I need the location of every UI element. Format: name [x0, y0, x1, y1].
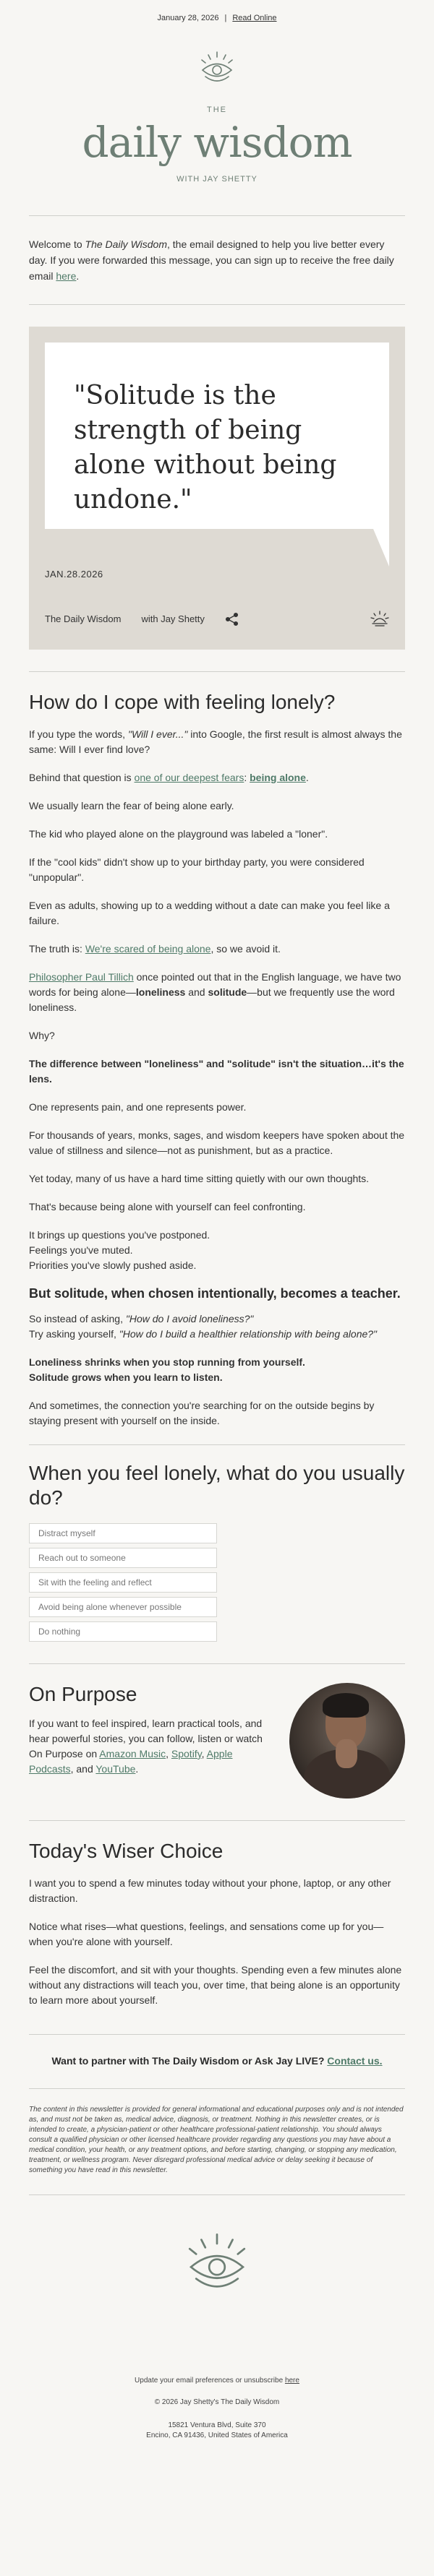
poll-option[interactable]: Do nothing: [29, 1621, 217, 1642]
text-line: Loneliness shrinks when you stop running from yourself.: [29, 1356, 305, 1368]
article-title: How do I cope with feeling lonely?: [29, 690, 336, 713]
text-part: into Google, the first result is almost always the same: Will I ever find love?: [29, 728, 402, 755]
article-paragraph: [29, 727, 405, 757]
article-paragraph: And sometimes, the connection you're searching for on the outside begins by staying present with yourself on the inside.: [29, 1399, 375, 1426]
footer-prefs: [0, 2376, 434, 2386]
poll-option[interactable]: Avoid being alone whenever possible: [29, 1597, 217, 1617]
on-purpose-text: [29, 1683, 268, 1799]
text-bold: solitude: [208, 986, 247, 998]
intro-part: .: [76, 270, 80, 282]
contact-us-link[interactable]: Contact us.: [327, 2054, 383, 2067]
wiser-paragraph: Feel the discomfort, and sit with your thoughts. Spending even a few minutes alone without any distractions will teach you, over time, that being alone is an opportunity to learn more about yourself.: [29, 1963, 402, 2006]
text-part: —but we frequently use the word loneliness.: [29, 986, 395, 1013]
youtube-link[interactable]: YouTube: [95, 1762, 136, 1775]
article-paragraph: We usually learn the fear of being alone early.: [29, 799, 234, 811]
quote-card: [29, 327, 405, 650]
text-part: If you want to feel inspired, learn practical tools, and hear powerful stories, you can follow, listen or watch On Purpose on: [29, 1717, 263, 1759]
article-paragraph: Yet today, many of us have a hard time sitting quietly with our own thoughts.: [29, 1172, 370, 1184]
partner-cta: [0, 2035, 434, 2088]
intro-emphasis: The Daily Wisdom: [85, 238, 168, 250]
eye-logo-icon: [184, 2231, 250, 2295]
wiser-choice-section: [0, 1821, 434, 2034]
separator: |: [224, 14, 227, 22]
divider: [29, 304, 405, 305]
text-part: So instead of asking,: [29, 1312, 126, 1324]
divider: [29, 2194, 405, 2195]
eye-logo-icon: [199, 51, 235, 85]
quote-date: JAN.28.2026: [45, 568, 103, 580]
read-online-link[interactable]: Read Online: [232, 14, 277, 22]
article-paragraph: [29, 1355, 405, 1385]
amazon-music-link[interactable]: Amazon Music: [99, 1747, 166, 1759]
article-paragraph: Why?: [29, 1029, 55, 1041]
wiser-title: Today's Wiser Choice: [29, 1839, 224, 1862]
brand-title: daily wisdom: [82, 118, 352, 167]
poll-section: [0, 1461, 434, 1642]
text-line: Solitude grows when you learn to listen.: [29, 1371, 223, 1383]
on-purpose-paragraph: [29, 1716, 268, 1777]
address-line: 15821 Ventura Blvd, Suite 370: [168, 2421, 266, 2429]
text-part: ,: [201, 1747, 207, 1759]
poll-title: When you feel lonely, what do you usually do?: [29, 1461, 405, 1509]
share-icon[interactable]: [225, 612, 239, 626]
issue-date: January 28, 2026: [157, 14, 219, 22]
quote-bubble: [45, 343, 389, 529]
article-paragraph: [29, 1311, 405, 1342]
text-part: ,: [166, 1747, 171, 1759]
masthead-the: THE: [207, 105, 227, 114]
top-bar: [0, 0, 434, 36]
quote-byline: with Jay Shetty: [141, 613, 205, 625]
text-part: , and: [70, 1762, 96, 1775]
text-line: Feelings you've muted.: [29, 1244, 133, 1256]
text-line: Priorities you've slowly pushed aside.: [29, 1259, 197, 1271]
text-part: , so we avoid it.: [210, 942, 281, 955]
intro-part: Welcome to: [29, 238, 85, 250]
prefs-text: Update your email preferences or unsubscribe: [135, 2376, 285, 2385]
text-part: The truth is:: [29, 942, 85, 955]
text-part: Behind that question is: [29, 771, 135, 783]
article-paragraph: For thousands of years, monks, sages, and wisdom keepers have spoken about the value of stillness and silence—not as punishment, but as a practice.: [29, 1129, 405, 1156]
signup-link[interactable]: here: [56, 270, 77, 282]
deepest-fears-link[interactable]: one of our deepest fears: [134, 771, 244, 783]
text-part: .: [135, 1762, 139, 1775]
text-part: :: [244, 771, 250, 783]
text-line: It brings up questions you've postponed.: [29, 1228, 210, 1241]
text-part: and: [185, 986, 208, 998]
photo-hands: [336, 1739, 357, 1768]
host-photo: [289, 1683, 405, 1799]
sun-icon: [370, 611, 389, 628]
quote-text: "Solitude is the strength of being alone without being undone.": [74, 380, 337, 514]
poll-option[interactable]: Reach out to someone: [29, 1548, 217, 1568]
tillich-link[interactable]: Philosopher Paul Tillich: [29, 970, 134, 983]
poll-option[interactable]: Distract myself: [29, 1523, 217, 1543]
article-paragraph: [29, 942, 405, 957]
text-emphasis: "How do I build a healthier relationship with being alone?": [119, 1327, 378, 1340]
on-purpose-title: On Purpose: [29, 1682, 137, 1705]
spotify-link[interactable]: Spotify: [171, 1747, 202, 1759]
article-subheading: But solitude, when chosen intentionally, becomes a teacher.: [29, 1285, 401, 1301]
intro-part: , the email designed to help you live better every day. If you were forwarded this message, you can sign up to receive the free daily email: [29, 238, 394, 282]
unsubscribe-link[interactable]: here: [284, 2376, 299, 2385]
footer-address: [0, 2421, 434, 2441]
masthead: [0, 51, 434, 184]
article-paragraph: The kid who played alone on the playground was labeled a "loner".: [29, 827, 328, 840]
article: [0, 691, 434, 1429]
article-paragraph: One represents pain, and one represents power.: [29, 1100, 247, 1113]
quote-brand: The Daily Wisdom: [45, 613, 122, 625]
footer-copyright: © 2026 Jay Shetty's The Daily Wisdom: [154, 2398, 280, 2406]
footer: [0, 2376, 434, 2441]
address-line: Encino, CA 91436, United States of America: [146, 2431, 288, 2439]
poll-option[interactable]: Sit with the feeling and reflect: [29, 1572, 217, 1593]
article-paragraph: [29, 770, 405, 785]
photo-hair: [323, 1693, 369, 1718]
text-emphasis: "Will I ever...": [127, 728, 188, 740]
intro-text: [0, 216, 434, 304]
wiser-paragraph: Notice what rises—what questions, feelings, and sensations come up for you—when you're alone with yourself.: [29, 1920, 384, 1947]
on-purpose-section: [0, 1664, 434, 1820]
quote-footer: [45, 612, 239, 626]
text-part: once pointed out that in the English language, we have two words for being alone—: [29, 970, 401, 998]
apple-podcasts-link[interactable]: Apple Podcasts: [29, 1747, 233, 1775]
text-part: .: [305, 771, 309, 783]
disclaimer: The content in this newsletter is provided for general informational and educational purposes only and is not intended as, and must not be taken as, medical advice, diagnosis, or treatment. Nothing in this newsletter creates, or is intended to create, a physician-patient or other healthcare professional-patient relationship. You should always consult a qualified physician or other licensed healthcare provider regarding any questions you may have about a medical condition, your health, or any treatment options, and before starting, changing, or stopping any medication, treatment, or wellness program. Never disregard professional medical advice or delay seeking it because of something you have read in this newsletter.: [29, 2105, 404, 2174]
text-part: Try asking yourself,: [29, 1327, 119, 1340]
partner-text: Want to partner with The Daily Wisdom or Ask Jay LIVE?: [51, 2054, 328, 2067]
brand-byline: WITH JAY SHETTY: [176, 174, 258, 184]
being-alone-link[interactable]: being alone: [250, 771, 306, 783]
quote-bubble-tail: [373, 529, 389, 567]
article-paragraph: That's because being alone with yourself can feel confronting.: [29, 1200, 306, 1212]
article-paragraph: If the "cool kids" didn't show up to your birthday party, you were considered "unpopular".: [29, 856, 365, 883]
wiser-paragraph: I want you to spend a few minutes today without your phone, laptop, or any other distraction.: [29, 1877, 391, 1904]
text-emphasis: "How do I avoid loneliness?": [125, 1312, 254, 1324]
text-bold: loneliness: [135, 986, 186, 998]
divider: [29, 671, 405, 672]
scared-alone-link[interactable]: We're scared of being alone: [85, 942, 211, 955]
article-paragraph: The difference between "loneliness" and "solitude" isn't the situation…it's the lens.: [29, 1057, 404, 1085]
poll-options: [29, 1523, 405, 1642]
text-part: If you type the words,: [29, 728, 128, 740]
article-paragraph: Even as adults, showing up to a wedding without a date can make you feel like a failure.: [29, 899, 390, 926]
divider: [29, 1444, 405, 1445]
article-paragraph: [29, 1228, 405, 1273]
article-paragraph: [29, 970, 405, 1015]
